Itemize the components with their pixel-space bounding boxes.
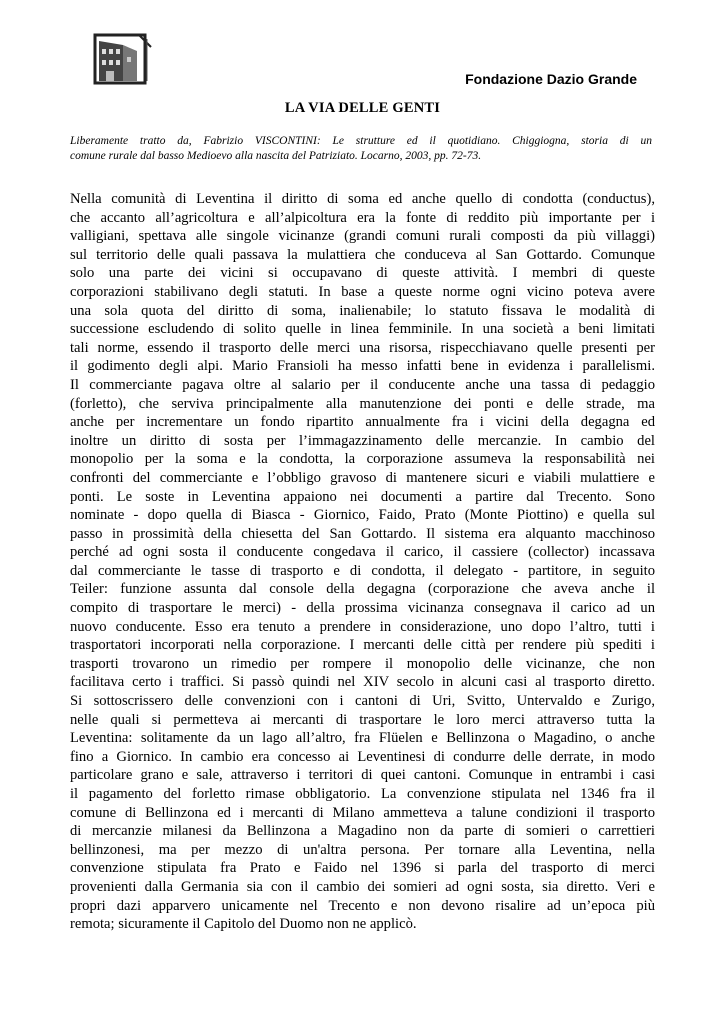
body-line: comune di Bellinzona ed i mercanti di Milano ammetteva a talune condizioni il trasporto xyxy=(70,804,655,821)
body-line: una sola quota del diritto di soma, inalienabile; lo statuto fissava le modalità di xyxy=(70,302,655,319)
body-line: perché ad ogni sosta il conducente congedava il carico, il cassiere (collector) incassava xyxy=(70,544,655,561)
body-line: corporazioni stabilivano degli statuti. In base a queste norme ogni vicino poteva avere xyxy=(70,283,655,300)
body-line: propri dazi apparvero unicamente nel Trecento e non devono risalire ad un’epoca più xyxy=(70,897,655,914)
body-line: nelle quali si permetteva ai mercanti di trasportare le loro merci attraverso tutta la xyxy=(70,711,655,728)
body-line: inoltre un diritto di sosta per l’immagazzinamento delle mercanzie. In cambio del xyxy=(70,432,655,449)
organization-name: Fondazione Dazio Grande xyxy=(465,71,637,87)
body-line: compito di trasportare le merci) - della prossima vicinanza consegnava il carico ad un xyxy=(70,600,655,617)
body-line: il pagamento del forletto rimase obbligatorio. La convenzione stipulata nel 1346 fra il xyxy=(70,786,655,802)
foundation-logo xyxy=(93,31,155,87)
body-line: Il commerciante pagava oltre al salario per il conducente anche una tassa di pedaggio xyxy=(70,376,655,393)
body-line: facilitava certo i traffici. Si passò quindi nel XIV secolo in alcuni casi al trasporto diretto. xyxy=(70,674,655,691)
body-line: Si sottoscrissero delle convenzioni con i cantoni di Uri, Svitto, Untervaldo e Zurigo, xyxy=(70,693,655,710)
body-line: convenzione stipulata fra Prato e Faido nel 1396 si parla del trasporto di merci xyxy=(70,860,655,877)
body-line: monopolio per la soma e la condotta, la corporazione assumeva la responsabilità nei xyxy=(70,451,655,468)
body-line: il godimento degli alpi. Mario Fransioli ha messo infatti bene in evidenza i parallelismi. xyxy=(70,358,655,375)
body-line: Nella comunità di Leventina il diritto di soma ed anche quello di condotta (conductus), xyxy=(70,191,655,207)
body-line: dal commerciante le tasse di trasporto e di condotta, il delegato - partitore, in seguito xyxy=(70,562,655,579)
body-line: sul territorio delle quali passava la mulattiera che conduceva al San Gottardo. Comunque xyxy=(70,246,655,263)
body-line: (forletto), che serviva principalmente alla manutenzione dei ponti e delle strade, ma xyxy=(70,395,655,412)
body-line: Teiler: funzione assunta dal console della degagna (corporazione che aveva anche il xyxy=(70,581,655,598)
body-text xyxy=(70,190,655,934)
body-line: trasportatori incorporati nella corporazione. I mercanti delle città per rendere più spediti i xyxy=(70,637,655,654)
body-line: remota; sicuramente il Capitolo del Duomo non ne applicò. xyxy=(70,916,417,933)
body-line: nominate - dopo quella di Biasca - Giornico, Faido, Prato (Monte Piottino) e quella sul xyxy=(70,507,655,524)
document-title: LA VIA DELLE GENTI xyxy=(284,100,441,116)
body-line: fino a Giornico. In cambio era concesso ai Leventinesi di condurre delle derrate, in modo xyxy=(70,748,655,765)
body-line: confronti del commerciante e l’obbligo gravoso di mantenere sicuri e viabili mulattiere e xyxy=(70,469,655,486)
body-line: che accanto all’agricoltura e all’alpicoltura era la fonte di reddito più importante per i xyxy=(70,209,655,226)
body-line: bellinzonesi, ma per mezzo di un'altra persona. Per tornare alla Leventina, nella xyxy=(70,841,655,858)
source-line: Liberamente tratto da, Fabrizio VISCONTINI: Le strutture ed il quotidiano. Chiggiogna, storia di un xyxy=(70,135,652,147)
body-line: anche per incrementare un fondo ripartito annualmente fra i vicini della degagna ed xyxy=(70,414,655,431)
source-citation xyxy=(70,134,652,164)
body-line: successione escludendo di solito quelle in linea femminile. In una società a beni limitati xyxy=(70,321,655,338)
body-line: Leventina: solitamente da un lago all’altro, fra Flüelen e Bellinzona o Magadino, o anche xyxy=(70,730,655,747)
body-line: tali norme, essendo il trasporto delle merci una risorsa, rispecchiavano quelle presenti per xyxy=(70,339,655,356)
body-line: solo una parte dei vicini si occupavano di queste attività. I membri di queste xyxy=(70,265,655,282)
body-line: passo in prossimità della chiesetta del San Gottardo. Il sistema era alquanto macchinoso xyxy=(70,525,655,542)
body-line: nuovo conducente. Esso era tenuto a prendere in considerazione, uno dopo l’altro, tutti i xyxy=(70,618,655,635)
body-line: trasporti trovarono un rimedio per rompere il monopolio delle vicinanze, che non xyxy=(70,655,655,672)
body-line: di mercanzie milanesi da Bellinzona a Magadino non da parte di somieri o carrettieri xyxy=(70,823,655,840)
body-line: valligiani, spettava alle singole vicinanze (grandi comuni rurali composti da più villaggi) xyxy=(70,228,655,245)
body-line: provenienti dalla Germania sia con il cambio dei somieri ad ogni sosta, sia diretto. Veri e xyxy=(70,878,655,895)
source-line: comune rurale dal basso Medioevo alla nascita del Patriziato. Locarno, 2003, pp. 72-73. xyxy=(70,150,482,162)
body-line: ponti. Le soste in Leventina appaiono nei documenti a partire dal Trecento. Sono xyxy=(70,488,655,505)
body-line: particolare grano e sale, attraverso i territori di quei cantoni. Comunque in entrambi i casi xyxy=(70,767,655,784)
